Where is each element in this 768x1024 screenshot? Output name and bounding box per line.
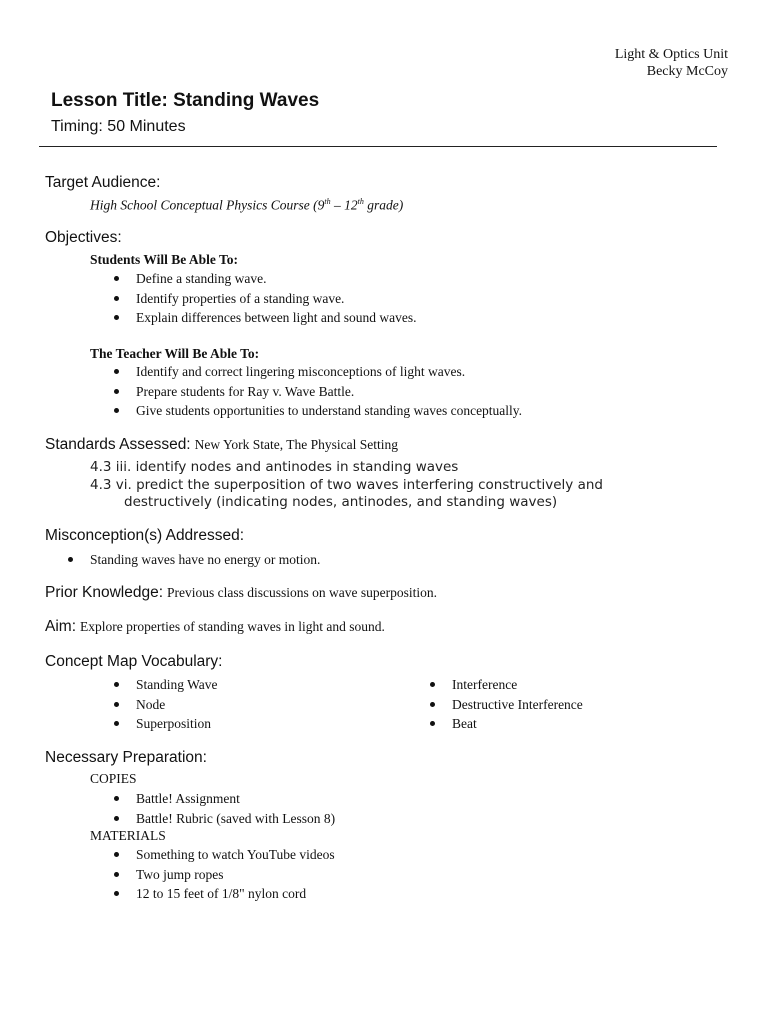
students-objectives-list <box>114 269 674 328</box>
preparation-heading: Necessary Preparation: <box>45 749 207 766</box>
standards-section <box>45 436 398 454</box>
standards-source: New York State, The Physical Setting <box>194 437 398 452</box>
ordinal-suffix: th <box>324 197 331 206</box>
misconceptions-heading: Misconception(s) Addressed: <box>45 527 245 544</box>
standard-line: 4.3 vi. predict the superposition of two waves interfering constructively and <box>90 477 603 493</box>
objectives-heading: Objectives: <box>45 229 122 246</box>
materials-list <box>114 845 614 904</box>
list-item: 12 to 15 feet of 1/8" nylon cord <box>114 884 614 904</box>
vocabulary-list-right <box>430 675 710 734</box>
list-item: Explain differences between light and sound waves. <box>114 308 674 328</box>
copies-list <box>114 789 614 828</box>
lesson-title: Lesson Title: Standing Waves <box>51 90 320 111</box>
list-item: Battle! Rubric (saved with Lesson 8) <box>114 809 614 829</box>
list-item: Define a standing wave. <box>114 269 674 289</box>
unit-name: Light & Optics Unit <box>614 47 728 62</box>
author-name: Becky McCoy <box>646 64 728 79</box>
list-item: Beat <box>430 714 710 734</box>
prior-knowledge-section <box>45 584 437 602</box>
copies-label: COPIES <box>90 771 137 786</box>
list-item: Superposition <box>114 714 374 734</box>
list-item: Identify and correct lingering misconceptions of light waves. <box>114 362 694 382</box>
list-item: Something to watch YouTube videos <box>114 845 614 865</box>
prior-knowledge-text: Previous class discussions on wave superposition. <box>167 585 438 600</box>
aim-text: Explore properties of standing waves in light and sound. <box>80 619 385 634</box>
vocabulary-list-left <box>114 675 374 734</box>
list-item: Battle! Assignment <box>114 789 614 809</box>
teacher-objectives-heading: The Teacher Will Be Able To: <box>90 346 260 361</box>
students-objectives-heading: Students Will Be Able To: <box>90 252 239 267</box>
list-item: Interference <box>430 675 710 695</box>
list-item: Standing waves have no energy or motion. <box>68 550 668 570</box>
document-header <box>615 46 728 80</box>
audience-text-end: grade) <box>363 197 404 213</box>
standard-line-continued: destructively (indicating nodes, antinodes, and standing waves) <box>124 494 558 510</box>
list-item: Standing Wave <box>114 675 374 695</box>
header-divider <box>39 146 717 147</box>
list-item: Prepare students for Ray v. Wave Battle. <box>114 382 694 402</box>
aim-section <box>45 618 385 636</box>
misconceptions-list <box>68 550 668 570</box>
target-audience-text <box>90 197 403 214</box>
audience-text-start: High School Conceptual Physics Course (9 <box>90 197 325 213</box>
list-item: Give students opportunities to understand standing waves conceptually. <box>114 401 694 421</box>
list-item: Destructive Interference <box>430 695 710 715</box>
materials-label: MATERIALS <box>90 828 166 843</box>
list-item: Node <box>114 695 374 715</box>
ordinal-suffix: th <box>357 197 364 206</box>
list-item: Two jump ropes <box>114 865 614 885</box>
standard-line: 4.3 iii. identify nodes and antinodes in standing waves <box>90 459 459 475</box>
teacher-objectives-list <box>114 362 694 421</box>
standards-heading: Standards Assessed: <box>45 436 191 453</box>
list-item: Identify properties of a standing wave. <box>114 289 674 309</box>
aim-heading: Aim: <box>45 618 76 635</box>
target-audience-heading: Target Audience: <box>45 174 161 191</box>
audience-text-mid: – 12 <box>330 197 358 213</box>
vocabulary-heading: Concept Map Vocabulary: <box>45 653 223 670</box>
prior-knowledge-heading: Prior Knowledge: <box>45 584 164 601</box>
lesson-timing: Timing: 50 Minutes <box>51 118 186 135</box>
